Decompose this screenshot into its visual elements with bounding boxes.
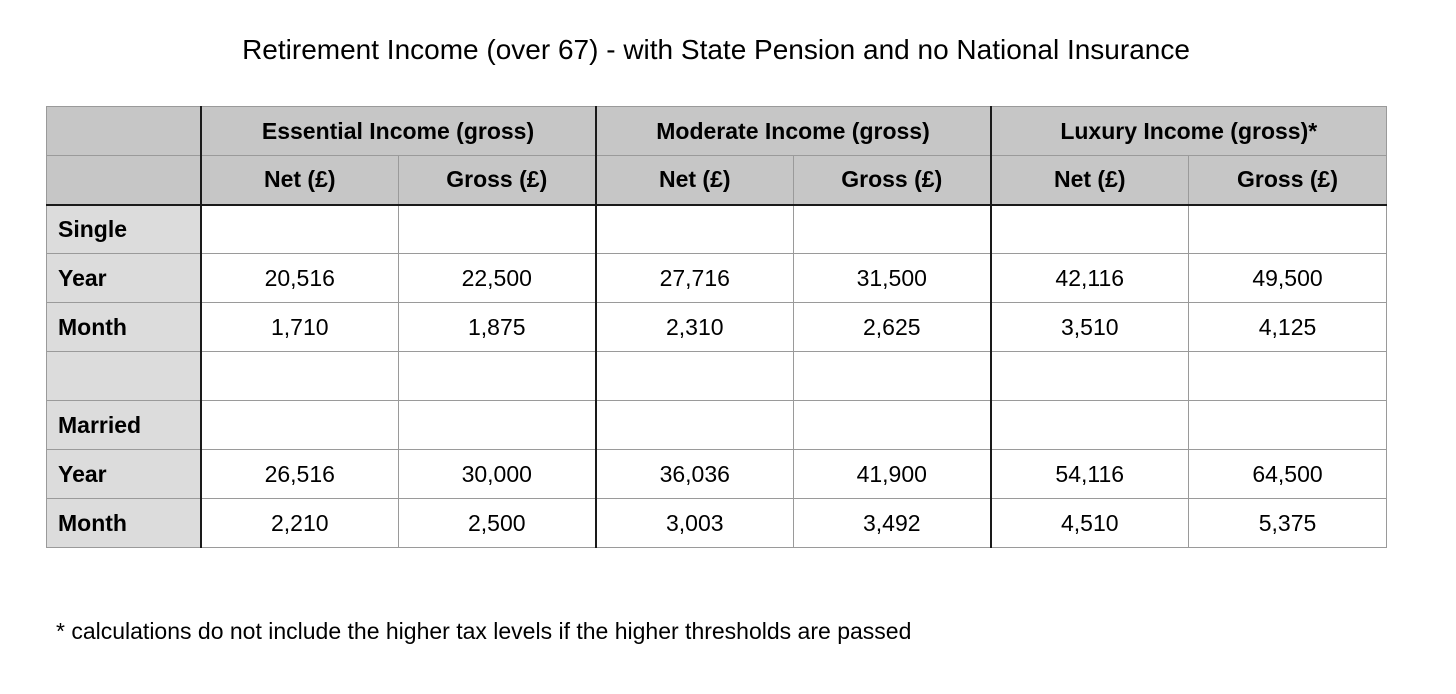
column-header: Gross (£) [794, 156, 991, 205]
table-cell: 54,116 [991, 450, 1189, 499]
table-row [47, 401, 1387, 450]
table-cell: 3,492 [794, 499, 991, 548]
table-cell: 2,500 [399, 499, 596, 548]
table-cell [991, 401, 1189, 450]
group-header-luxury: Luxury Income (gross)* [991, 107, 1387, 156]
table-cell [201, 205, 399, 254]
table-cell [794, 352, 991, 401]
table-cell: 4,125 [1189, 303, 1387, 352]
page-title: Retirement Income (over 67) - with State Pension and no National Insurance [242, 34, 1190, 65]
row-label [47, 352, 201, 401]
table-cell: 31,500 [794, 254, 991, 303]
table-cell: 30,000 [399, 450, 596, 499]
table-cell [1189, 205, 1387, 254]
income-table [46, 106, 1387, 548]
table-cell: 4,510 [991, 499, 1189, 548]
subheader-row [47, 156, 1387, 205]
table-cell: 1,875 [399, 303, 596, 352]
table-cell [991, 352, 1189, 401]
table-cell: 2,310 [596, 303, 794, 352]
table-cell: 1,710 [201, 303, 399, 352]
group-header-essential: Essential Income (gross) [201, 107, 596, 156]
table-cell [201, 401, 399, 450]
table-cell: 27,716 [596, 254, 794, 303]
group-header-moderate: Moderate Income (gross) [596, 107, 991, 156]
table-cell: 64,500 [1189, 450, 1387, 499]
table-cell: 20,516 [201, 254, 399, 303]
row-label: Year [47, 450, 201, 499]
column-header: Net (£) [201, 156, 399, 205]
row-label: Single [47, 205, 201, 254]
column-header: Net (£) [991, 156, 1189, 205]
table-row [47, 303, 1387, 352]
group-header-row [47, 107, 1387, 156]
column-header: Net (£) [596, 156, 794, 205]
table-cell: 2,625 [794, 303, 991, 352]
table-cell: 5,375 [1189, 499, 1387, 548]
row-label: Month [47, 499, 201, 548]
column-header: Gross (£) [399, 156, 596, 205]
table-cell: 49,500 [1189, 254, 1387, 303]
table-cell [596, 401, 794, 450]
table-body [47, 205, 1387, 548]
table-cell: 3,510 [991, 303, 1189, 352]
corner-cell [47, 156, 201, 205]
table-cell [991, 205, 1189, 254]
row-label: Month [47, 303, 201, 352]
table-cell: 42,116 [991, 254, 1189, 303]
table-cell: 22,500 [399, 254, 596, 303]
table-cell [399, 352, 596, 401]
row-label: Married [47, 401, 201, 450]
table-cell: 2,210 [201, 499, 399, 548]
table-row [47, 205, 1387, 254]
table-cell: 36,036 [596, 450, 794, 499]
table-row [47, 499, 1387, 548]
table-row [47, 450, 1387, 499]
table-cell: 41,900 [794, 450, 991, 499]
row-label: Year [47, 254, 201, 303]
table-cell [596, 205, 794, 254]
table-cell [1189, 401, 1387, 450]
column-header: Gross (£) [1189, 156, 1387, 205]
table-cell [1189, 352, 1387, 401]
corner-cell [47, 107, 201, 156]
table-cell [794, 205, 991, 254]
table-cell [399, 401, 596, 450]
table-cell: 26,516 [201, 450, 399, 499]
table-cell [201, 352, 399, 401]
footnote: * calculations do not include the higher tax levels if the higher thresholds are passed [56, 618, 912, 644]
table-cell: 3,003 [596, 499, 794, 548]
table-row [47, 352, 1387, 401]
table-cell [596, 352, 794, 401]
table-cell [399, 205, 596, 254]
table-row [47, 254, 1387, 303]
table-cell [794, 401, 991, 450]
